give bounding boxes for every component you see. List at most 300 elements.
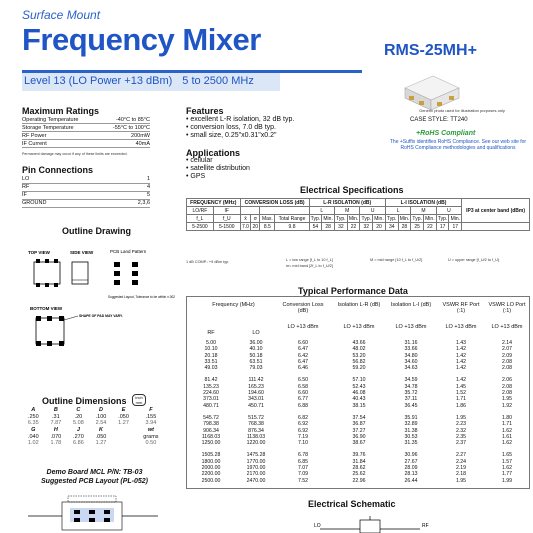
cell xyxy=(112,440,135,447)
table-row xyxy=(187,199,530,207)
cell: 1.27 xyxy=(118,420,129,427)
sub-header: Typ. xyxy=(437,215,448,222)
cell: 8.5 xyxy=(260,223,275,231)
table-row xyxy=(22,414,167,421)
table-row xyxy=(22,191,150,199)
col-lo13: LO +13 dBm xyxy=(491,324,523,330)
pcb-land-label: PCB Land Pattern xyxy=(110,249,147,254)
elec-specs-heading: Electrical Specifications xyxy=(300,185,404,195)
cell: 32 xyxy=(334,223,347,231)
cell: 34.63 xyxy=(404,365,418,372)
cell: 111.42 xyxy=(248,377,264,384)
cell: 1.02 xyxy=(27,440,39,447)
bottom-view-label: BOTTOM VIEW xyxy=(30,306,63,311)
cell: 33.66 xyxy=(404,346,418,353)
cell: 7.52 xyxy=(297,477,309,484)
cell: 6.46 xyxy=(297,365,309,372)
cell: 36.87 xyxy=(352,421,366,428)
cell: 22.96 xyxy=(352,477,366,484)
level-text: Level 13 (LO Power +13 dBm) xyxy=(24,75,173,87)
cell: 6.60 xyxy=(297,340,309,346)
cell: 59.20 xyxy=(352,365,366,372)
cell: 43.66 xyxy=(352,340,366,346)
cell: 1.62 xyxy=(501,440,513,447)
cell: 7.0 xyxy=(241,223,249,230)
cell: 34 xyxy=(385,223,398,231)
cell: 450.71 xyxy=(248,402,264,409)
col-frequency: Frequency (MHz) xyxy=(212,302,255,308)
unit-badge: inch mm xyxy=(132,394,146,406)
sub-header: Typ. xyxy=(386,215,397,222)
table-row xyxy=(22,427,167,434)
col-lo13: LO +13 dBm xyxy=(287,324,319,330)
cell: 31.38 xyxy=(404,427,418,434)
cell: 36.00 xyxy=(249,340,263,346)
frequency-range: 5 to 2500 MHz xyxy=(182,75,254,87)
cell: 28.62 xyxy=(352,465,366,472)
cell: J xyxy=(76,427,80,434)
sub-header: IF xyxy=(213,207,240,215)
features-list xyxy=(186,116,294,140)
spec-note: L = low range [f_L to 10 f_L] xyxy=(286,258,333,262)
cell: 63.51 xyxy=(249,358,263,365)
cell: 28 xyxy=(398,223,411,231)
col-lo13: LO +13 dBm xyxy=(395,324,427,330)
col-li-isolation: L-I ISOLATION (dB) xyxy=(385,199,461,207)
sub-header: Max. xyxy=(260,215,275,223)
cell: 6.88 xyxy=(297,402,309,409)
cell: 31.16 xyxy=(404,340,418,346)
cell: 3.94 xyxy=(145,420,157,427)
cell: 906.34 xyxy=(203,427,219,434)
cell: 1.42 xyxy=(455,358,467,365)
cell: 1.42 xyxy=(455,346,467,353)
sub-header: Min. xyxy=(374,215,384,222)
cell: 798.38 xyxy=(203,421,219,428)
perf-table-body xyxy=(186,340,530,484)
sub-header: M xyxy=(411,207,436,215)
sub-header: LO/RF xyxy=(187,207,214,215)
pin-connections-table xyxy=(22,175,150,208)
pin-value: 1 xyxy=(107,175,150,183)
demo-board-info xyxy=(22,468,167,486)
rating-value: 200mW xyxy=(99,132,150,140)
page-title: Frequency Mixer xyxy=(22,22,261,57)
cell: 22 xyxy=(424,223,437,231)
cell: 545.72 xyxy=(203,414,219,421)
cell: .155 xyxy=(145,413,157,420)
cell: 6.58 xyxy=(297,383,309,390)
rating-value: 40mA xyxy=(99,140,150,148)
table-row xyxy=(22,183,150,191)
cell: 25 xyxy=(411,223,424,231)
col-rf: RF xyxy=(207,330,215,336)
table-row xyxy=(22,433,167,440)
pin-label: LO xyxy=(22,175,107,183)
cell: 768.38 xyxy=(248,421,264,428)
sub-header: M xyxy=(334,207,359,215)
cell: 1770.00 xyxy=(246,458,266,465)
max-ratings-table xyxy=(22,116,150,148)
cell: 2.08 xyxy=(501,383,513,390)
sub-header: f_L xyxy=(187,215,214,223)
photo-caption: Generic photo used for illustration purposes only xyxy=(419,108,505,113)
cell: 36.90 xyxy=(352,433,366,440)
cell: 2.37 xyxy=(455,440,467,447)
cell: 17 xyxy=(436,223,449,231)
subtitle: Surface Mount xyxy=(22,8,101,22)
sub-header: σ xyxy=(251,215,260,223)
cell: C xyxy=(76,407,81,414)
cell: 35.72 xyxy=(404,390,418,397)
cell: 20 xyxy=(252,223,259,230)
cell: .250 xyxy=(27,413,39,420)
cell: 1168.03 xyxy=(201,433,221,440)
sub-header: Min. xyxy=(425,215,435,222)
cell: 2.09 xyxy=(501,352,513,359)
cell: 6.60 xyxy=(297,390,309,397)
cell: 876.34 xyxy=(248,427,264,434)
cell: 50.18 xyxy=(249,352,263,359)
sub-header: Total Range xyxy=(275,215,309,223)
cell: 38.67 xyxy=(352,440,366,447)
cell: 1.42 xyxy=(455,365,467,372)
cell: 1.78 xyxy=(50,440,62,447)
cell: wt xyxy=(147,427,154,434)
pin-label: GROUND xyxy=(22,199,107,207)
cell: 1.92 xyxy=(501,402,513,409)
cell: 28.13 xyxy=(404,471,418,478)
sub-header xyxy=(260,207,309,215)
max-ratings-heading: Maximum Ratings xyxy=(22,106,100,116)
col-frequency: FREQUENCY (MHz) xyxy=(187,199,241,207)
sub-header: Typ. xyxy=(336,215,346,222)
col-vswr-lo: VSWR LO Port (:1) xyxy=(488,302,526,314)
table-row xyxy=(186,478,530,484)
cell: 6.77 xyxy=(297,396,309,403)
cell: 7.10 xyxy=(297,440,309,447)
sub-header: Min. xyxy=(399,215,410,222)
spec-note: 1 dB COMP.: +9 dBm typ. xyxy=(186,260,230,264)
cell: 1.42 xyxy=(455,377,467,384)
list-item: • conversion loss, 7.0 dB typ. xyxy=(186,124,276,131)
sub-header: L xyxy=(385,207,410,215)
col-lr-isolation: L-R ISOLATION (dB) xyxy=(309,199,385,207)
cell: 7.07 xyxy=(297,465,309,472)
outline-dims-heading: Outline Dimensions xyxy=(42,396,127,406)
cell: .20 xyxy=(74,413,83,420)
list-item: • satellite distribution xyxy=(186,165,250,172)
cell: 2.07 xyxy=(501,346,513,353)
cell: 6.78 xyxy=(297,452,309,459)
cell: 5-2500 xyxy=(187,223,214,231)
cell: .050 xyxy=(95,433,107,440)
sub-header: Typ. xyxy=(412,215,422,222)
cell: 1.45 xyxy=(455,383,467,390)
cell: 5.08 xyxy=(73,420,84,427)
cell: 34.80 xyxy=(404,352,418,359)
cell: .270 xyxy=(73,433,84,440)
cell: 25.62 xyxy=(352,471,366,478)
cell: 1970.00 xyxy=(246,465,266,472)
applications-heading: Applications xyxy=(186,148,241,158)
cell: H xyxy=(53,427,58,434)
cell: grams xyxy=(143,433,159,440)
applications-list xyxy=(186,157,250,181)
cell xyxy=(112,427,135,434)
cell: 343.01 xyxy=(248,396,264,403)
table-row xyxy=(186,440,530,446)
col-lo13: LO +13 dBm xyxy=(445,324,477,330)
cell: 0.50 xyxy=(145,440,157,447)
spec-note: U = upper range [f_U/2 to f_U] xyxy=(448,258,499,262)
rating-label: Operating Temperature xyxy=(22,116,99,124)
cell: 2.14 xyxy=(501,340,513,346)
cell: 1.57 xyxy=(501,458,513,465)
cell: 28.09 xyxy=(404,465,418,472)
sub-header: U xyxy=(360,207,385,215)
suggested-pcb-layout: Suggested PCB Layout (PL-052) xyxy=(41,478,148,485)
cell: E xyxy=(121,407,126,414)
cell: 34.60 xyxy=(404,358,418,365)
rating-label: IF Current xyxy=(22,140,99,148)
cell xyxy=(462,223,530,231)
sub-header: Min. xyxy=(450,215,461,222)
spec-note: M = mid range [10 f_L to f_U/2] xyxy=(370,258,423,262)
cell: .31 xyxy=(52,413,60,420)
cell: 2500.00 xyxy=(201,477,221,484)
sub-header: x̄ xyxy=(240,215,251,223)
cell: 1.71 xyxy=(455,396,467,403)
col-conversion-loss: Conversion Loss (dB) xyxy=(282,302,324,314)
cell: .050 xyxy=(118,413,129,420)
table-row xyxy=(22,199,150,207)
cell: 1.95 xyxy=(455,477,467,484)
sub-header: f_U xyxy=(213,215,240,223)
cell: 31.35 xyxy=(404,440,418,447)
cell: 6.50 xyxy=(297,377,309,384)
model-number: RMS-25MH+ xyxy=(384,42,477,59)
cell: 6.82 xyxy=(297,414,309,421)
outline-dims-table xyxy=(22,407,167,447)
cell: 7.87 xyxy=(50,420,62,427)
elec-specs-table xyxy=(186,198,530,231)
table-row xyxy=(22,440,167,447)
table-row xyxy=(187,223,530,231)
cell: 6.47 xyxy=(297,346,309,353)
spec-note: m= mid band [2f_L to f_U/2] xyxy=(286,264,333,268)
table-row xyxy=(186,365,530,371)
cell: 17 xyxy=(449,223,462,231)
cell: 10.10 xyxy=(204,346,218,353)
cell: 38.15 xyxy=(352,402,366,409)
cell: 48.02 xyxy=(352,346,366,353)
cell: 1250.00 xyxy=(201,440,221,447)
pin-value: 4 xyxy=(107,183,150,191)
sub-header xyxy=(240,207,260,215)
cell: 7.19 xyxy=(297,433,309,440)
cell: 46.08 xyxy=(352,390,366,397)
table-row xyxy=(186,403,530,409)
cell: 37.54 xyxy=(352,414,366,421)
cell: .070 xyxy=(50,433,62,440)
col-ip3: IP3 at center band (dBm) xyxy=(462,199,530,223)
col-isolation-lr: Isolation L-R (dB) xyxy=(337,302,381,308)
lo-port-label: LO xyxy=(314,523,321,529)
cell: 1138.03 xyxy=(246,433,266,440)
cell: 30.96 xyxy=(404,452,418,459)
cell: .040 xyxy=(27,433,39,440)
cell: 5-1500 xyxy=(213,223,240,231)
cell: 2.24 xyxy=(455,458,467,465)
cell: 32 xyxy=(360,223,373,231)
cell: 1.42 xyxy=(455,352,467,359)
side-view-label: SIDE VIEW xyxy=(70,250,94,255)
level-line xyxy=(24,75,254,87)
cell: 2.08 xyxy=(501,365,513,372)
cell: 30.53 xyxy=(404,433,418,440)
cell: 1.61 xyxy=(501,433,513,440)
cell: 6.92 xyxy=(297,427,309,434)
cell: 1.95 xyxy=(455,414,467,421)
list-item: • excellent L-R isolation, 32 dB typ. xyxy=(186,116,295,123)
cell: 1.80 xyxy=(501,414,513,421)
cell: 20.18 xyxy=(204,352,218,359)
cell: .100 xyxy=(95,413,107,420)
cell: 224.60 xyxy=(203,390,219,397)
cell: 1.62 xyxy=(501,465,513,472)
col-conversion-loss: CONVERSION LOSS (dB) xyxy=(240,199,309,207)
cell: 165.23 xyxy=(248,383,264,390)
cell: 26.44 xyxy=(404,477,418,484)
cell: 22 xyxy=(347,223,360,231)
rohs-title: +RoHS Compliant xyxy=(416,130,476,137)
cell: 6.85 xyxy=(297,458,309,465)
cell: 1.43 xyxy=(455,340,467,346)
table-row xyxy=(22,175,150,183)
cell: 37.27 xyxy=(352,427,366,434)
cell: D xyxy=(98,407,103,414)
pad-shape-note: SHAPE OF PAD MAY VARY. xyxy=(79,314,123,318)
electrical-schematic xyxy=(300,516,440,533)
rating-label: RF Power xyxy=(22,132,99,140)
cell: 1800.00 xyxy=(201,458,221,465)
suggested-layout-note: Suggested Layout, Tolerance to be within ±.002 xyxy=(108,295,176,299)
cell: 6.47 xyxy=(297,358,309,365)
cell: 1.95 xyxy=(501,396,513,403)
cell: 2.06 xyxy=(501,377,513,384)
cell: 2470.00 xyxy=(246,477,266,484)
cell: 2000.00 xyxy=(201,465,221,472)
table-row xyxy=(22,407,167,414)
cell: 53.20 xyxy=(352,352,366,359)
cell: 52.43 xyxy=(352,383,366,390)
cell: 2.35 xyxy=(455,433,467,440)
cell: 1220.00 xyxy=(246,440,266,447)
cell: 1.71 xyxy=(501,421,513,428)
cell: 6.86 xyxy=(73,440,84,447)
cell: 20 xyxy=(373,223,386,231)
rating-value: -55°C to 100°C xyxy=(99,124,150,132)
cell: 35.91 xyxy=(404,414,418,421)
list-item: • small size, 0.25"x0.31"x0.2" xyxy=(186,132,277,139)
cell: 515.72 xyxy=(248,414,264,421)
cell: 1.99 xyxy=(501,477,513,484)
outline-drawing xyxy=(22,238,176,378)
cell: 28 xyxy=(322,223,335,231)
cell: K xyxy=(98,427,103,434)
cell: 194.60 xyxy=(248,390,264,397)
cell: B xyxy=(53,407,58,414)
rating-label: Storage Temperature xyxy=(22,124,99,132)
cell: 54 xyxy=(309,223,322,231)
sub-header: Typ. xyxy=(310,215,321,222)
case-style: CASE STYLE: TT240 xyxy=(410,117,468,123)
cell: 34.78 xyxy=(404,383,418,390)
cell: 40.43 xyxy=(352,396,366,403)
sub-header: U xyxy=(436,207,461,215)
cell: 40.10 xyxy=(249,346,263,353)
rf-port-label: RF xyxy=(422,523,429,529)
col-lo13: LO +13 dBm xyxy=(343,324,375,330)
cell: 32.89 xyxy=(404,421,418,428)
cell: F xyxy=(149,407,153,414)
cell: 2.54 xyxy=(95,420,107,427)
cell: 49.03 xyxy=(204,365,218,372)
cell: 1.52 xyxy=(455,390,467,397)
sub-header: Min. xyxy=(323,215,333,222)
cell: A xyxy=(31,407,36,414)
cell xyxy=(112,433,135,440)
cell: 81.42 xyxy=(204,377,218,384)
cell: 6.42 xyxy=(297,352,309,359)
cell: G xyxy=(31,427,36,434)
cell: 36.45 xyxy=(404,402,418,409)
features-heading: Features xyxy=(186,106,224,116)
demo-board-pn: Demo Board MCL P/N: TB-03 xyxy=(46,469,143,476)
col-isolation-li: Isolation L-I (dB) xyxy=(390,302,432,308)
cell: 2.23 xyxy=(455,421,467,428)
cell: 1.62 xyxy=(501,427,513,434)
cell: 27.67 xyxy=(404,458,418,465)
cell: 7.09 xyxy=(297,471,309,478)
cell: 1475.28 xyxy=(246,452,266,459)
table-row xyxy=(22,140,150,148)
cell: 5.00 xyxy=(205,340,217,346)
table-row xyxy=(22,116,150,124)
cell: 6.92 xyxy=(297,421,309,428)
cell: 37.11 xyxy=(404,396,418,403)
cell: 9.8 xyxy=(275,223,309,231)
cell: 39.76 xyxy=(352,452,366,459)
cell: 57.10 xyxy=(352,377,366,384)
sub-header: Min. xyxy=(348,215,359,222)
cell: 2.08 xyxy=(501,390,513,397)
cell: 480.71 xyxy=(203,402,219,409)
cell: 1505.28 xyxy=(201,452,221,459)
pin-value: 5 xyxy=(107,191,150,199)
rating-value: -40°C to 85°C xyxy=(99,116,150,124)
sub-header: L xyxy=(309,207,334,215)
cell: 373.01 xyxy=(203,396,219,403)
cell: 34.59 xyxy=(404,377,418,384)
outline-drawing-heading: Outline Drawing xyxy=(62,226,132,236)
cell: 1.65 xyxy=(501,452,513,459)
pcb-layout-drawing xyxy=(28,490,158,533)
col-lo: LO xyxy=(252,330,260,336)
schematic-heading: Electrical Schematic xyxy=(308,499,396,509)
sub-header: Typ. xyxy=(361,215,371,222)
